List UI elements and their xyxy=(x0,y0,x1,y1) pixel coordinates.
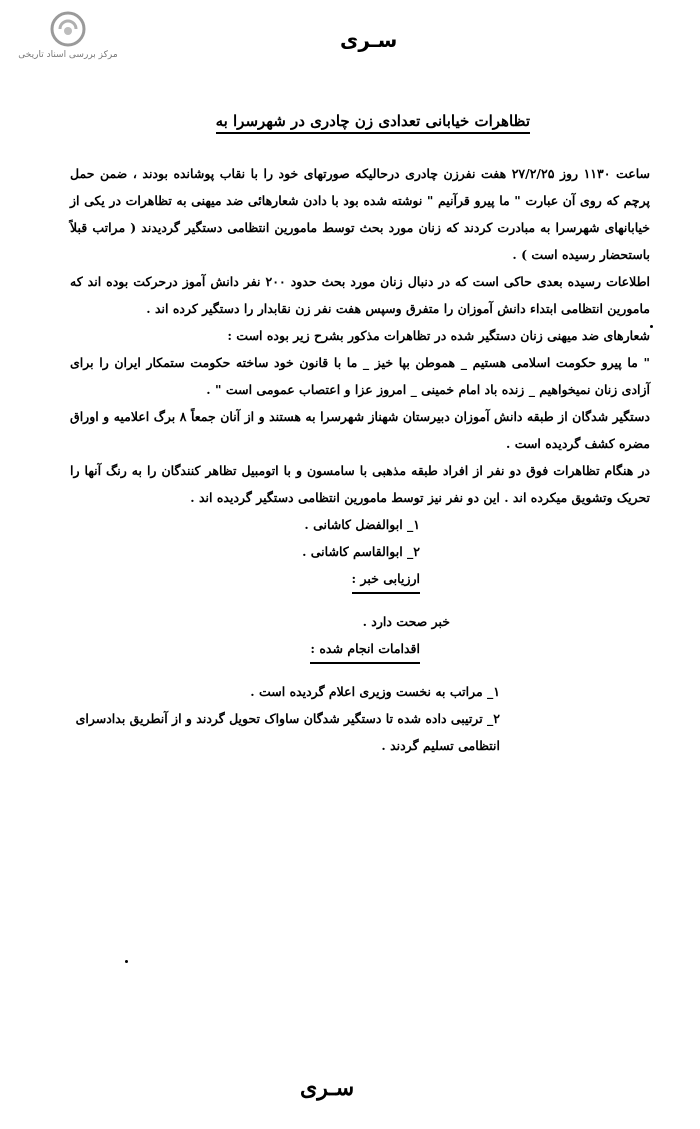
document-title: تظاهرات خیابانی تعدادی زن چادری در شهرسرا به xyxy=(216,112,530,134)
speck xyxy=(125,960,128,963)
classification-bottom: سـری xyxy=(300,1075,355,1101)
logo-caption: مرکز بررسی اسناد تاریخی xyxy=(18,50,118,60)
person-1: ۱_ ابوالفضل کاشانی . xyxy=(304,517,420,532)
paragraph-incident: ساعت ۱۱۳۰ روز ۲۷/۲/۲۵ هفت نفرزن چادری درحالیکه صورتهای خود را با نقاب پوشانده بودند ، ضمن حمل پرچم که روی آن عبارت " ما پیرو قرآنیم " نوشته شده بود با دادن شعارهائی ضد میهنی به تظاهرات در یکی از خیابانهای شهرسرا به مبادرت کردند که زنان مورد بحث توسط مامورین انتظامی دستگیر گردیدند ( مراتب قبلاً باستحضار رسیده است ) . xyxy=(70,166,650,262)
assessment-text: خبر صحت دارد . xyxy=(362,614,450,629)
speck xyxy=(650,325,653,328)
classification-top: سـری xyxy=(340,28,398,52)
action-item-1: ۱_ مراتب به نخست وزیری اعلام گردیده است . xyxy=(250,684,500,699)
paragraph-slogans: " ما پیرو حکومت اسلامی هستیم _ هموطن بپا خیز _ ما با قانون خود ساخته حکومت ستمکار ایران را برای آزادی زنان نمیخواهیم _ زنده باد امام خمینی _ امروز عزا و اعتصاب عمومی است " . xyxy=(70,355,650,397)
archive-seal-icon xyxy=(49,10,87,48)
action-item-2: ۲_ ترتیبی داده شده تا دستگیر شدگان ساواک تحویل گردند و از آنطریق بدادسرای انتظامی تسلیم گردند . xyxy=(75,711,500,753)
actions-heading-row xyxy=(70,635,650,664)
paragraph-slogans-intro: شعارهای ضد میهنی زنان دستگیر شده در تظاهرات مذکور بشرح زیر بوده است : xyxy=(227,328,650,343)
paragraph-followup: اطلاعات رسیده بعدی حاکی است که در دنبال زنان مورد بحث حدود ۲۰۰ نفر دانش آموز درحرکت بوده اند که مامورین انتظامی ابتداء دانش آموزان را متفرق وسپس هفت نفر زن نقابدار را دستگیر کرده اند . xyxy=(70,274,650,316)
paragraph-arrested: دستگیر شدگان از طبقه دانش آموزان دبیرستان شهناز شهرسرا به هستند و از آنان جمعاً ۸ برگ اعلامیه و اوراق مضره کشف گردیده است . xyxy=(70,409,650,451)
assessment-heading-row xyxy=(70,565,650,594)
actions-heading: اقدامات انجام شده : xyxy=(310,635,420,664)
assessment-heading: ارزیابی خبر : xyxy=(352,565,420,594)
paragraph-instigators: در هنگام تظاهرات فوق دو نفر از افراد طبقه مذهبی با سامسون و با اتومبیل تظاهر کنندگان را به رنگ آنها را تحریک وتشویق میکرده اند . این دو نفر نیز توسط مامورین انتظامی دستگیر گردیده اند . xyxy=(70,463,650,505)
archive-logo xyxy=(8,10,128,60)
person-2: ۲_ ابوالقاسم کاشانی . xyxy=(302,544,420,559)
document-body xyxy=(70,160,650,759)
